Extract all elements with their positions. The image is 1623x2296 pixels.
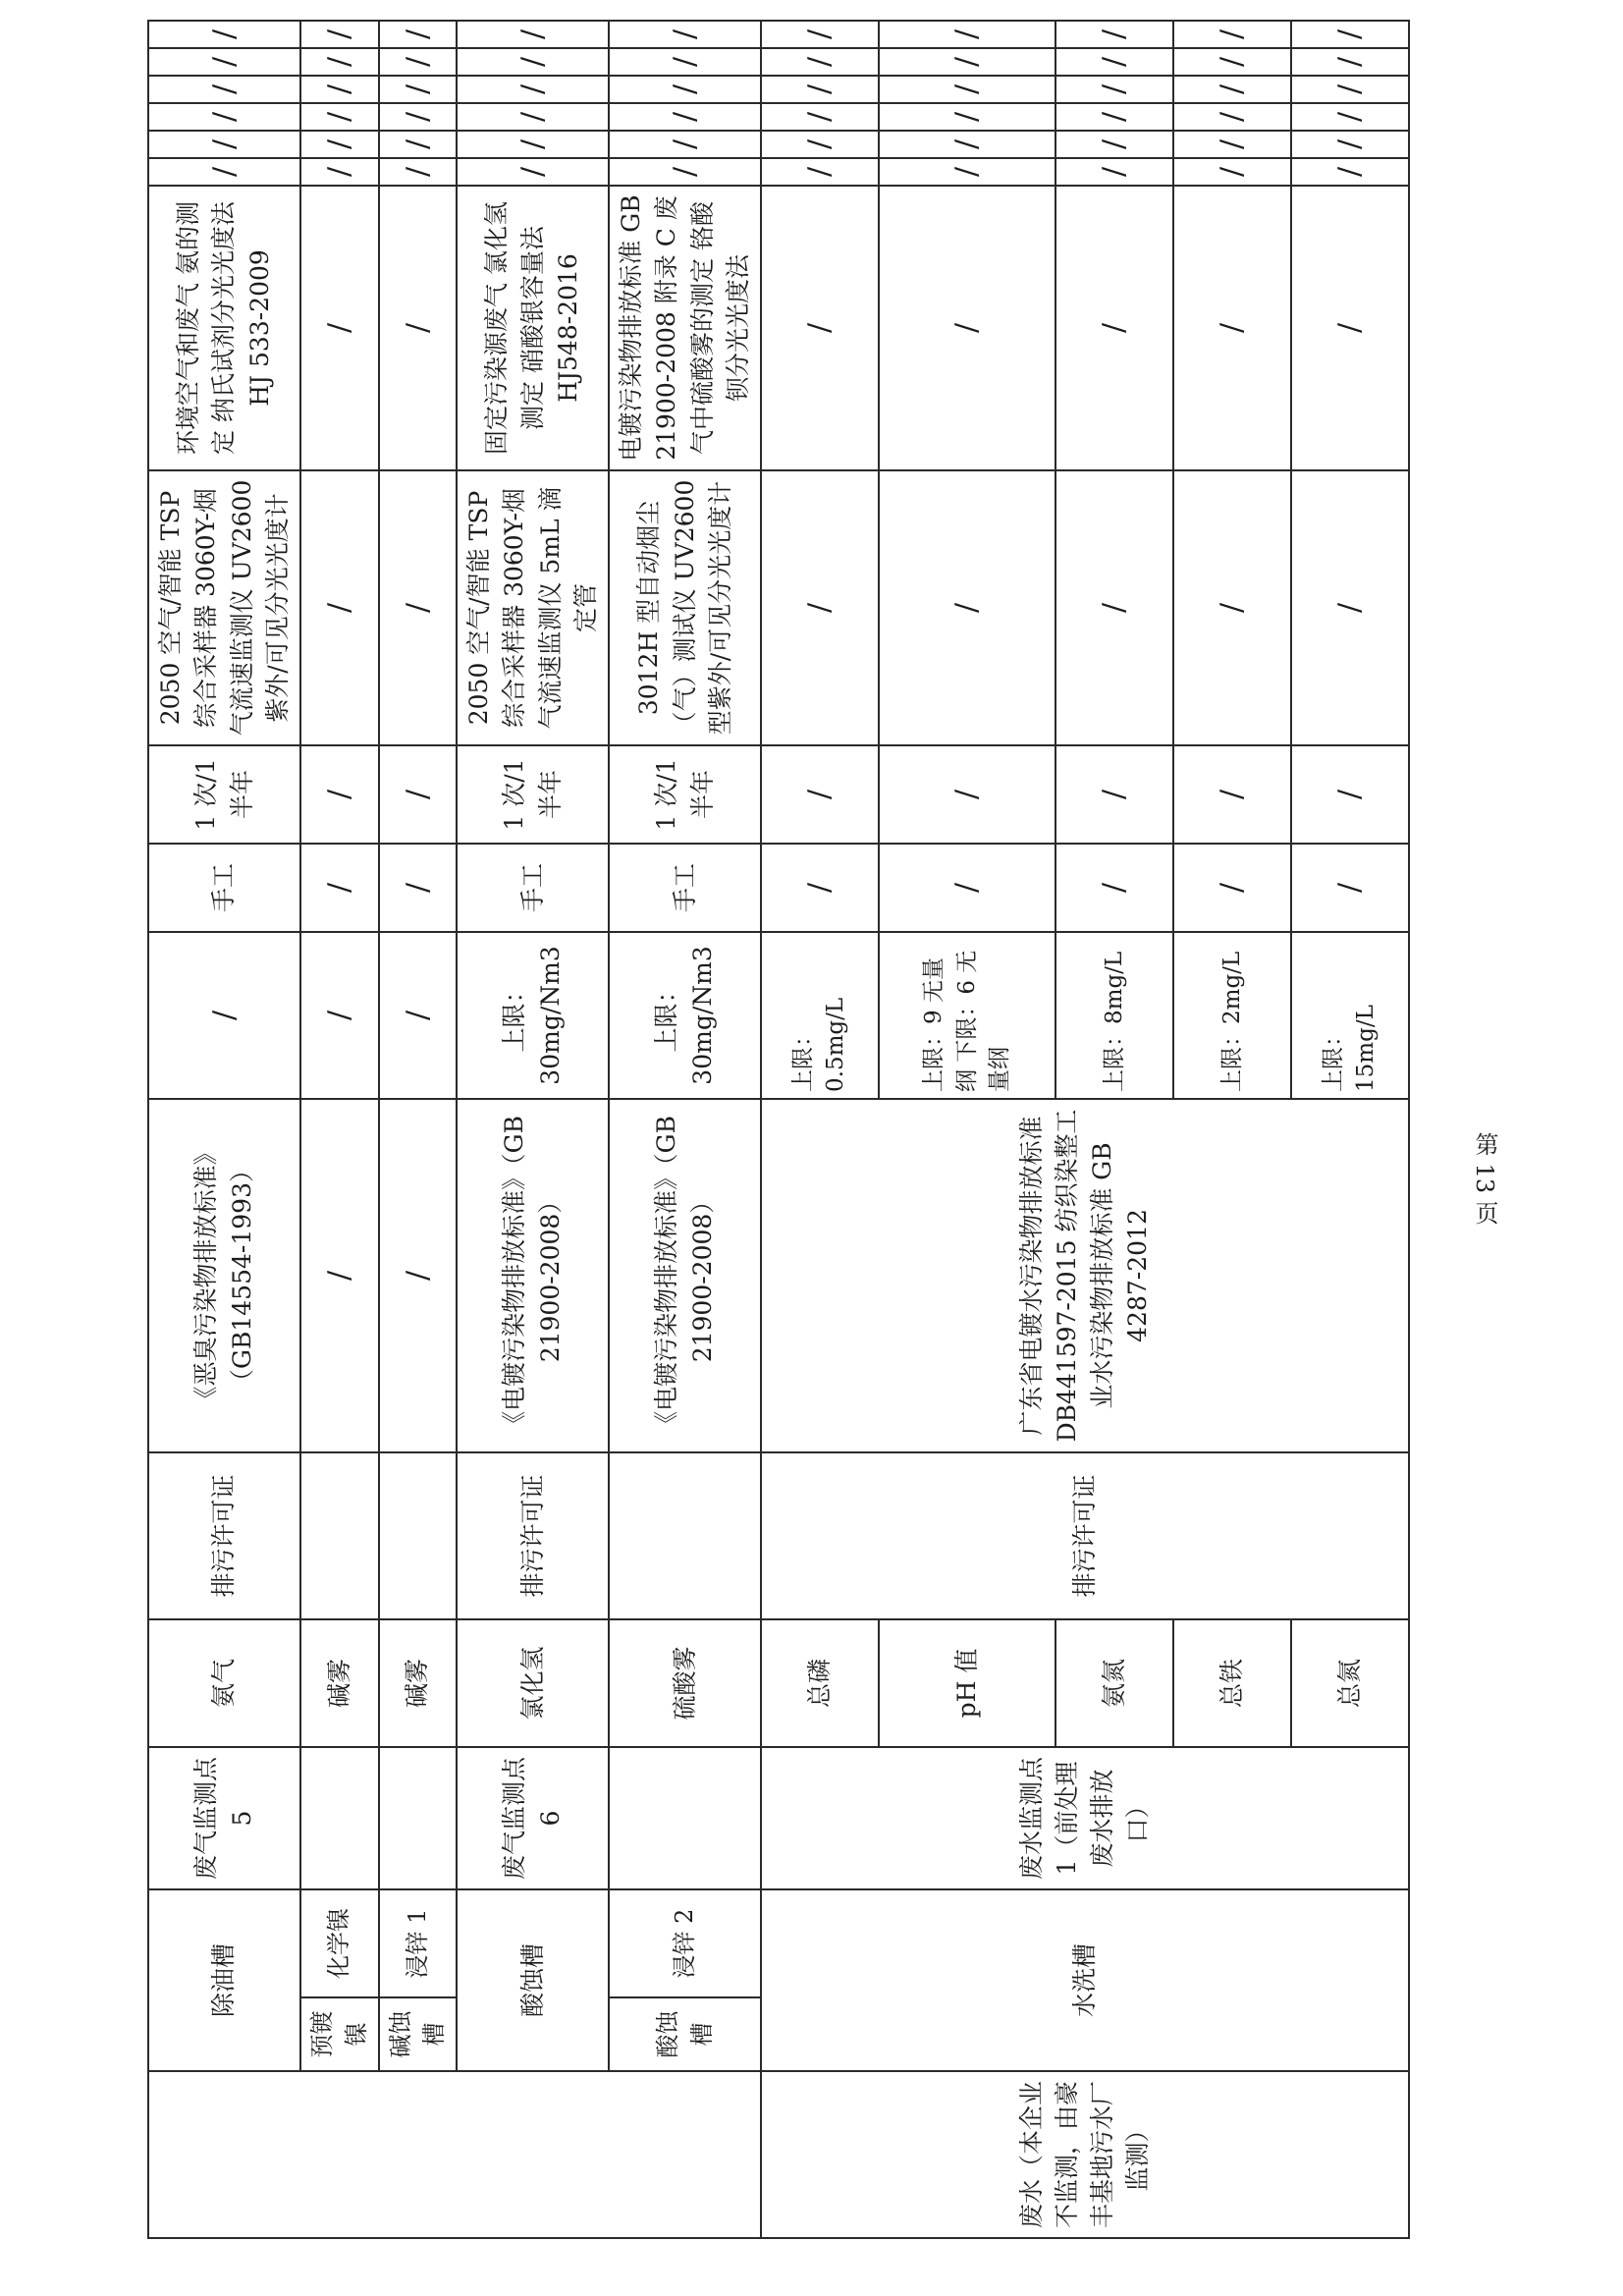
table-cell: 1 次/1 半年 (148, 745, 300, 844)
table-cell: / (379, 1099, 458, 1452)
table-cell: / (761, 21, 879, 48)
table-row (609, 21, 761, 2238)
table-cell: / (761, 470, 879, 745)
table-cell: 预镀镍 (300, 1997, 379, 2071)
table-cell: / (379, 48, 458, 76)
table-cell: / (879, 844, 1055, 932)
table-cell: / (761, 745, 879, 844)
table-cell: / (1055, 21, 1173, 48)
table-cell: / (300, 745, 379, 844)
table-cell: / (1055, 158, 1173, 186)
table-cell: 上限：8mg/L (1055, 932, 1173, 1099)
table-cell (379, 1452, 458, 1619)
table-cell: / (379, 76, 458, 103)
table-cell: / (379, 158, 458, 186)
table-cell: / (879, 186, 1055, 470)
table-cell: / (148, 158, 300, 186)
table-cell: / (148, 48, 300, 76)
table-cell: / (609, 158, 761, 186)
table-cell: / (457, 76, 609, 103)
table-cell: 总氮 (1291, 1619, 1409, 1747)
table-cell: / (761, 76, 879, 103)
table-cell: / (1291, 844, 1409, 932)
table-cell: 上限：15mg/L (1291, 932, 1409, 1099)
table-cell: 化学镍 (300, 1889, 379, 1997)
table-cell: 《电镀污染物排放标准》（GB 21900-2008） (609, 1099, 761, 1452)
table-cell: / (761, 844, 879, 932)
table-cell: 1 次/1 半年 (457, 745, 609, 844)
table-cell: / (300, 131, 379, 158)
table-cell: / (1173, 21, 1291, 48)
table-cell: / (457, 131, 609, 158)
table-cell: / (300, 103, 379, 131)
table-cell: 手工 (609, 844, 761, 932)
table-row (148, 21, 300, 2238)
table-cell: / (761, 158, 879, 186)
table-cell: / (1291, 745, 1409, 844)
table-cell: / (1291, 186, 1409, 470)
table-cell: / (300, 76, 379, 103)
table-cell: 废水（本企业不监测，由豪丰基地污水厂监测） (761, 2071, 1409, 2238)
table-cell: 水洗槽 (761, 1889, 1409, 2071)
table-cell: 《恶臭污染物排放标准》（GB14554-1993） (148, 1099, 300, 1452)
table-cell: / (1291, 131, 1409, 158)
table-cell: / (457, 103, 609, 131)
table-cell: / (1055, 103, 1173, 131)
table-row (300, 21, 379, 2238)
table-cell: 氯化氢 (457, 1619, 609, 1747)
table-cell: / (379, 470, 458, 745)
table-cell: / (457, 158, 609, 186)
table-cell: 碱雾 (300, 1619, 379, 1747)
table-cell: 废气监测点 6 (457, 1747, 609, 1889)
table-cell: / (379, 844, 458, 932)
table-cell: 酸蚀槽 (609, 1997, 761, 2071)
table-cell: 排污许可证 (761, 1452, 1409, 1619)
table-cell: 总铁 (1173, 1619, 1291, 1747)
table-cell: 硫酸雾 (609, 1619, 761, 1747)
table-cell: / (379, 131, 458, 158)
table-cell: 废水监测点 1（前处理废水排放口） (761, 1747, 1409, 1889)
table-cell: / (300, 21, 379, 48)
table-cell: / (1173, 48, 1291, 76)
table-cell: / (761, 131, 879, 158)
table-cell: 碱雾 (379, 1619, 458, 1747)
table-cell: / (457, 21, 609, 48)
table-cell: / (1173, 158, 1291, 186)
table-cell: 环境空气和废气 氨的测定 纳氏试剂分光光度法 HJ 533-2009 (148, 186, 300, 470)
table-cell: / (300, 186, 379, 470)
table-cell: / (148, 932, 300, 1099)
table-cell: / (879, 158, 1055, 186)
table-cell: 上限：0.5mg/L (761, 932, 879, 1099)
page-number: 第 13 页 (1471, 1132, 1498, 1225)
table-cell: 氨氮 (1055, 1619, 1173, 1747)
table-cell: / (879, 76, 1055, 103)
table-cell (300, 1747, 379, 1889)
table-row (761, 21, 879, 2238)
table-cell: / (1291, 158, 1409, 186)
table-cell: / (1173, 186, 1291, 470)
table-cell: / (1055, 844, 1173, 932)
table-cell: / (379, 186, 458, 470)
table-cell: 手工 (457, 844, 609, 932)
table-cell: 上限：2mg/L (1173, 932, 1291, 1099)
table-cell: / (148, 131, 300, 158)
table-cell: / (1055, 745, 1173, 844)
table-cell: / (879, 21, 1055, 48)
table-cell: 排污许可证 (148, 1452, 300, 1619)
table-cell: / (1055, 470, 1173, 745)
table-cell: / (879, 48, 1055, 76)
table-cell: / (609, 103, 761, 131)
table-cell: / (1055, 76, 1173, 103)
table-cell: / (300, 158, 379, 186)
table-cell: / (300, 932, 379, 1099)
table-cell: / (1055, 48, 1173, 76)
table-cell (300, 1452, 379, 1619)
table-row (457, 21, 609, 2238)
table-cell: / (1055, 186, 1173, 470)
table-cell (609, 1747, 761, 1889)
table-cell: / (379, 21, 458, 48)
table-cell: / (1291, 470, 1409, 745)
table-cell: / (1055, 131, 1173, 158)
table-cell: / (609, 131, 761, 158)
table-cell: / (300, 1099, 379, 1452)
table-cell: 废气监测点 5 (148, 1747, 300, 1889)
table-row (379, 21, 458, 2238)
table-cell: 排污许可证 (457, 1452, 609, 1619)
table-cell: 固定污染源废气 氯化氢测定 硝酸银容量法 HJ548-2016 (457, 186, 609, 470)
table-cell: / (609, 21, 761, 48)
table-cell: / (1173, 745, 1291, 844)
table-cell (609, 1452, 761, 1619)
table-cell: / (1173, 131, 1291, 158)
table-cell: / (379, 745, 458, 844)
table-cell: 上限：30mg/Nm3 (609, 932, 761, 1099)
table-cell: 上限：9 无量纲 下限：6 无量纲 (879, 932, 1055, 1099)
table-cell: 2050 空气/智能 TSP 综合采样器 3060Y-烟气流速监测仪 UV2600 紫外/可见分光光度计 (148, 470, 300, 745)
rotated-table-page (147, 28, 1384, 2239)
table-cell: / (761, 48, 879, 76)
table-cell: 氨气 (148, 1619, 300, 1747)
table-cell: 总磷 (761, 1619, 879, 1747)
table-cell: / (1291, 21, 1409, 48)
table-cell: 广东省电镀水污染物排放标准 DB441597-2015 纺织染整工业水污染物排放标准 GB 4287-2012 (761, 1099, 1409, 1452)
table-cell: / (761, 186, 879, 470)
table-cell: 上限：30mg/Nm3 (457, 932, 609, 1099)
table-cell: / (379, 103, 458, 131)
table-cell: / (879, 745, 1055, 844)
table-cell: 除油槽 (148, 1889, 300, 2071)
table-cell: / (879, 103, 1055, 131)
table-cell: 电镀污染物排放标准 GB 21900-2008 附录 C 废气中硫酸雾的测定 铬酸钡分光光度法 (609, 186, 761, 470)
table-cell: 浸锌 1 (379, 1889, 458, 1997)
table-cell: / (300, 844, 379, 932)
table-cell: / (1291, 103, 1409, 131)
table-cell: pH 值 (879, 1619, 1055, 1747)
table-cell: / (879, 131, 1055, 158)
table-cell: / (609, 76, 761, 103)
table-cell (379, 1747, 458, 1889)
table-cell: 浸锌 2 (609, 1889, 761, 1997)
table-cell: 2050 空气/智能 TSP 综合采样器 3060Y-烟气流速监测仪 5mL 滴定管 (457, 470, 609, 745)
table-cell: / (879, 470, 1055, 745)
table-cell: 《电镀污染物排放标准》（GB 21900-2008） (457, 1099, 609, 1452)
table-cell: 碱蚀槽 (379, 1997, 458, 2071)
table-cell: / (1173, 844, 1291, 932)
table-cell: / (1173, 103, 1291, 131)
table-cell: / (1291, 48, 1409, 76)
table-cell: / (300, 48, 379, 76)
table-cell: 酸蚀槽 (457, 1889, 609, 2071)
table-cell: / (148, 103, 300, 131)
table-cell: / (609, 48, 761, 76)
table-cell: / (379, 932, 458, 1099)
monitoring-table (147, 20, 1410, 2239)
table-cell: 3012H 型自动烟尘（气）测试仪 UV2600 型紫外/可见分光光度计 (609, 470, 761, 745)
table-cell: / (300, 470, 379, 745)
table-cell: 手工 (148, 844, 300, 932)
table-cell: / (1291, 76, 1409, 103)
table-cell: / (1173, 76, 1291, 103)
table-cell: / (148, 76, 300, 103)
table-cell: / (1173, 470, 1291, 745)
table-cell: / (148, 21, 300, 48)
table-cell: / (457, 48, 609, 76)
table-cell: / (761, 103, 879, 131)
table-cell: 1 次/1 半年 (609, 745, 761, 844)
table-cell (148, 2071, 761, 2238)
